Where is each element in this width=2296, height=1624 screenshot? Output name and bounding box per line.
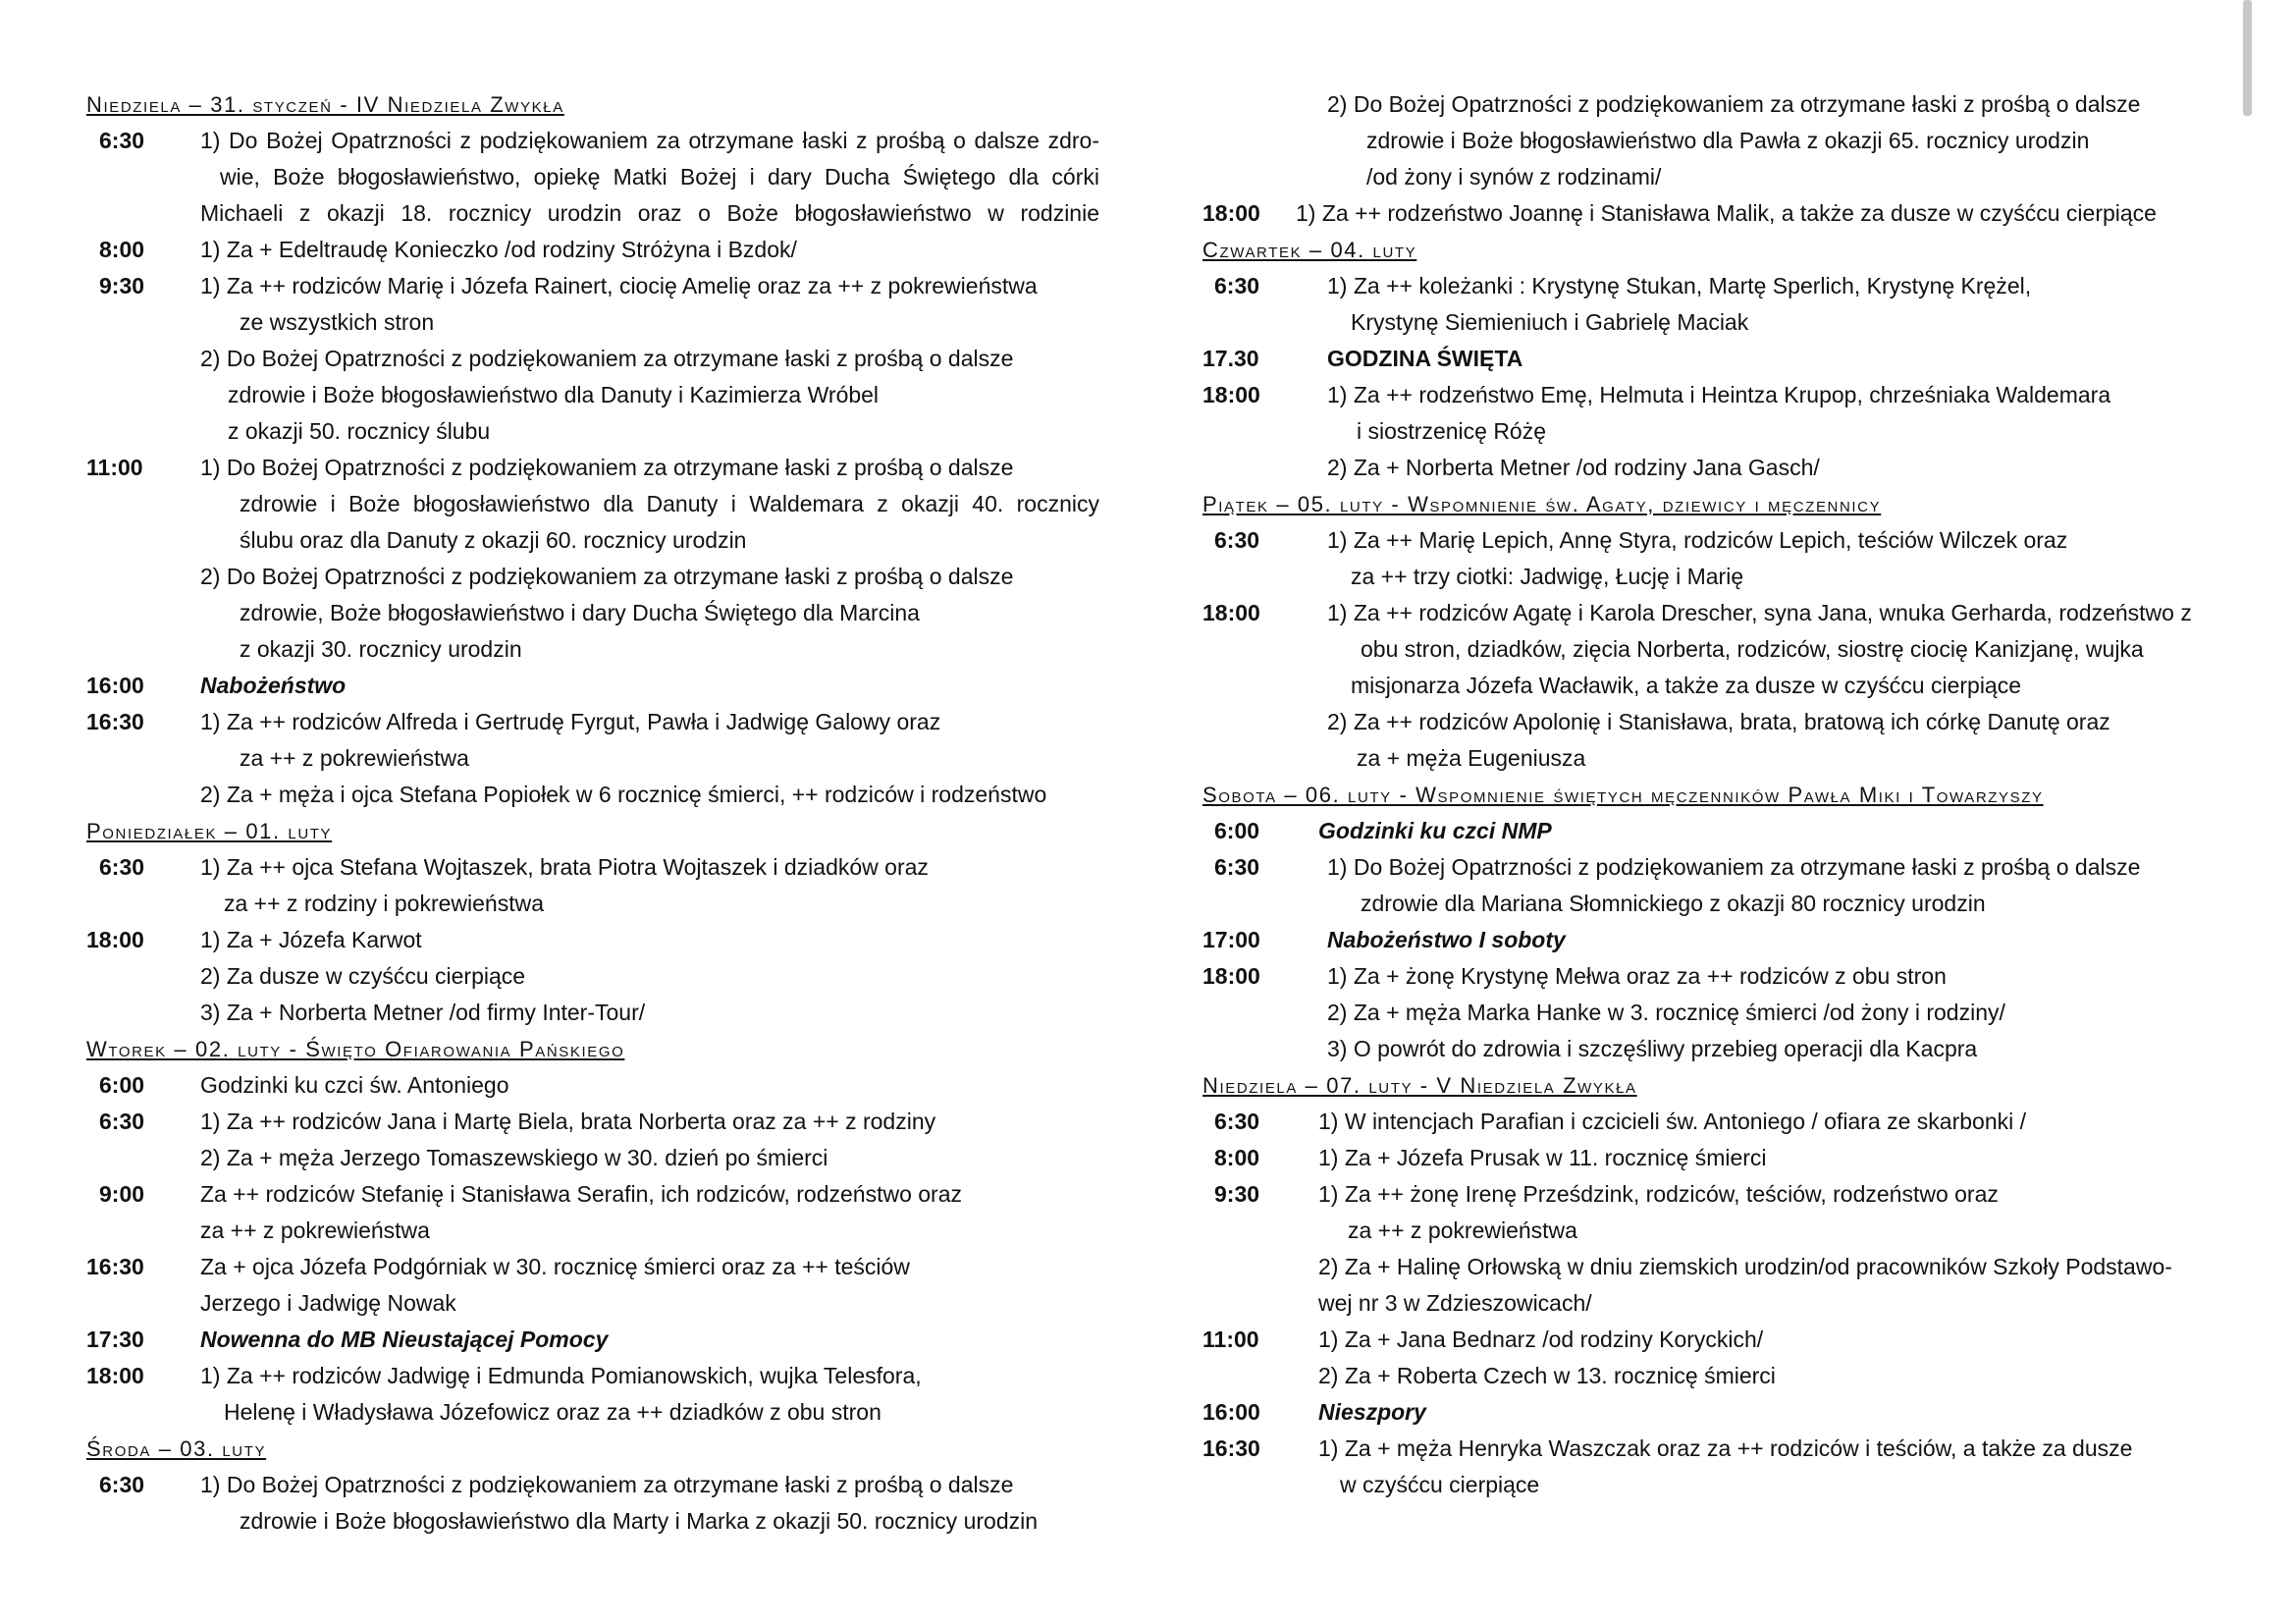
mass-entry [86,268,1112,304]
intention-line [86,995,1112,1031]
mass-entry [86,1176,1112,1213]
intention-text: /od żony i synów z rodzinami/ [1366,164,1662,189]
intention-text: 1) Za + Jana Bednarz /od rodziny Koryckich/ [1318,1326,1764,1352]
mass-time: 18:00 [1202,382,1260,407]
intention-line [86,1503,1112,1540]
intention-line [86,413,1112,450]
mass-entry [86,123,1112,159]
intention-text: za ++ trzy ciotki: Jadwigę, Łucję i Marię [1351,564,1744,589]
intention-text: 2) Do Bożej Opatrzności z podziękowaniem za otrzymane łaski z prośbą o dalsze [200,346,1014,371]
mass-time: 17.30 [1202,346,1259,371]
intention-text: 1) Za + Józefa Prusak w 11. rocznicę śmierci [1318,1145,1767,1170]
intention-line [1202,304,2243,341]
intention-text: misjonarza Józefa Wacławik, a także za dusze w czyśćcu cierpiące [1351,673,2022,698]
intention-line [86,1394,1112,1431]
intention-text: 1) Za ++ rodziców Marię i Józefa Rainert, ciocię Amelię oraz za ++ z pokrewieństwa [200,273,1038,298]
intention-text: w czyśćcu cierpiące [1340,1472,1540,1497]
intention-line [1202,995,2243,1031]
intention-line [86,159,1112,195]
mass-time: 6:30 [99,1109,145,1134]
intention-text: z okazji 50. rocznicy ślubu [228,418,491,444]
mass-entry [1202,1394,2243,1431]
vertical-scrollbar[interactable] [2243,0,2252,116]
intention-text: obu stron, dziadków, zięcia Norberta, rodziców, siostrę ciocię Kanizjanę, wujka [1361,636,2144,662]
mass-entry [86,704,1112,740]
intention-line [86,958,1112,995]
mass-time: 18:00 [1202,200,1260,226]
mass-entry [1202,595,2243,631]
mass-time: 8:00 [1214,1145,1260,1170]
intention-text: GODZINA ŚWIĘTA [1327,346,1523,371]
intention-text: 1) Do Bożej Opatrzności z podziękowaniem za otrzymane łaski z prośbą o dalsze zdro- [200,128,1099,153]
intention-text: zdrowie i Boże błogosławieństwo dla Pawła z okazji 65. rocznicy urodzin [1366,128,2090,153]
intention-text: Nieszpory [1318,1399,1426,1425]
intention-text: 1) Za + żonę Krystynę Mełwa oraz za ++ rodziców z obu stron [1327,963,1947,989]
mass-entry [86,1467,1112,1503]
intention-text: 1) W intencjach Parafian i czcicieli św. Antoniego / ofiara ze skarbonki / [1318,1109,2027,1134]
intention-line [1202,450,2243,486]
intention-text: 2) Za + Halinę Orłowską w dniu ziemskich urodzin/od pracowników Szkoły Podstawo- [1318,1254,2172,1279]
mass-time: 6:30 [99,1472,145,1497]
intention-line [1202,1249,2243,1285]
intention-text: 2) Za + męża i ojca Stefana Popiołek w 6 rocznicę śmierci, ++ rodziców i rodzeństwo [200,782,1047,807]
mass-entry [1202,1431,2243,1467]
mass-entry [1202,1322,2243,1358]
mass-time: 6:30 [1214,273,1260,298]
intention-text: zdrowie i Boże błogosławieństwo dla Danuty i Kazimierza Wróbel [228,382,880,407]
intention-text: za + męża Eugeniusza [1357,745,1586,771]
intention-text: 1) Za ++ koleżanki : Krystynę Stukan, Martę Sperlich, Krystynę Krężel, [1327,273,2032,298]
mass-entry [1202,268,2243,304]
intention-line [1202,704,2243,740]
mass-entry [1202,1176,2243,1213]
mass-time: 6:30 [1214,854,1260,880]
intention-text: 1) Do Bożej Opatrzności z podziękowaniem za otrzymane łaski z prośbą o dalsze [200,1472,1014,1497]
mass-time: 9:30 [1214,1181,1260,1207]
intention-line [1202,1213,2243,1249]
intention-text: Jerzego i Jadwigę Nowak [200,1290,456,1316]
day-header: Wtorek – 02. luty - Święto Ofiarowania Pańskiego [86,1037,625,1061]
mass-entry [1202,922,2243,958]
intention-line [1202,1285,2243,1322]
intention-text: 1) Za ++ rodziców Agatę i Karola Drescher, syna Jana, wnuka Gerharda, rodzeństwo z [1327,600,2192,625]
mass-entry [86,668,1112,704]
intention-line [1202,123,2243,159]
intention-text: za ++ z pokrewieństwa [200,1218,430,1243]
intention-line [86,740,1112,777]
mass-time: 16:30 [1202,1435,1260,1461]
day-header: Środa – 03. luty [86,1436,267,1461]
intention-text: za ++ z pokrewieństwa [240,745,469,771]
mass-entry [86,450,1112,486]
intention-line [1202,1467,2243,1503]
intention-line [86,195,1112,232]
mass-time: 6:00 [99,1072,145,1098]
mass-entry [86,232,1112,268]
intention-line [1202,740,2243,777]
intention-text: 1) Za ++ rodzeństwo Joannę i Stanisława Malik, a także za dusze w czyśćcu cierpiące [1296,200,2157,226]
mass-entry [86,922,1112,958]
intention-line [86,777,1112,813]
intention-text: Nabożeństwo [200,673,347,698]
intention-text: 1) Do Bożej Opatrzności z podziękowaniem za otrzymane łaski z prośbą o dalsze [1327,854,2141,880]
intention-line [86,1140,1112,1176]
intention-text: wie, Boże błogosławieństwo, opiekę Matki Bożej i dary Ducha Świętego dla córki [220,164,1099,189]
mass-time: 9:00 [99,1181,145,1207]
intention-text: 1) Za + Józefa Karwot [200,927,422,952]
intention-text: 1) Za + męża Henryka Waszczak oraz za ++ rodziców i teściów, a także za dusze [1318,1435,2133,1461]
intention-text: 2) Za dusze w czyśćcu cierpiące [200,963,526,989]
right-column [1202,86,2243,1503]
intention-line [1202,668,2243,704]
intention-text: Michaeli z okazji 18. rocznicy urodzin oraz o Boże błogosławieństwo w rodzinie [200,200,1099,226]
intention-text: 1) Do Bożej Opatrzności z podziękowaniem za otrzymane łaski z prośbą o dalsze [200,455,1014,480]
intention-text: zdrowie i Boże błogosławieństwo dla Marty i Marka z okazji 50. rocznicy urodzin [240,1508,1039,1534]
mass-time: 16:30 [86,1254,144,1279]
intention-text: 3) Za + Norberta Metner /od firmy Inter-Tour/ [200,1000,646,1025]
intention-text: Godzinki ku czci św. Antoniego [200,1072,509,1098]
mass-entry [1202,377,2243,413]
mass-entry [86,1104,1112,1140]
mass-entry [1202,522,2243,559]
intention-line [1202,1358,2243,1394]
intention-line [86,559,1112,595]
mass-entry [86,1322,1112,1358]
day-header: Sobota – 06. luty - Wspomnienie świętych męczenników Pawła Miki i Towarzyszy [1202,783,2044,807]
intention-line [1202,886,2243,922]
intention-text: za ++ z pokrewieństwa [1348,1218,1577,1243]
intention-line [86,377,1112,413]
intention-line [86,595,1112,631]
intention-line [1202,86,2243,123]
mass-entry [86,849,1112,886]
intention-line [1202,1031,2243,1067]
intention-text: 2) Za ++ rodziców Apolonię i Stanisława, brata, bratową ich córkę Danutę oraz [1327,709,2110,734]
left-column [86,86,1112,1540]
day-header: Piątek – 05. luty - Wspomnienie św. Agaty, dziewicy i męczennicy [1202,492,1882,516]
intention-line [86,886,1112,922]
intention-line [1202,413,2243,450]
day-header: Niedziela – 31. styczeń - IV Niedziela Zwykła [86,92,564,117]
intention-text: 1) Za ++ rodzeństwo Emę, Helmuta i Heintza Krupop, chrześniaka Waldemara [1327,382,2111,407]
mass-time: 16:00 [1202,1399,1260,1425]
mass-time: 6:30 [99,854,145,880]
intention-line [86,304,1112,341]
intention-text: 2) Za + Roberta Czech w 13. rocznicę śmierci [1318,1363,1776,1388]
day-header: Niedziela – 07. luty - V Niedziela Zwykła [1202,1073,1637,1098]
intention-text: 1) Za ++ ojca Stefana Wojtaszek, brata Piotra Wojtaszek i dziadków oraz [200,854,929,880]
intention-text: 2) Do Bożej Opatrzności z podziękowaniem za otrzymane łaski z prośbą o dalsze [1327,91,2141,117]
intention-text: 1) Za ++ rodziców Jana i Martę Biela, brata Norberta oraz za ++ z rodziny [200,1109,936,1134]
intention-text: 1) Za ++ Marię Lepich, Annę Styra, rodziców Lepich, teściów Wilczek oraz [1327,527,2068,553]
mass-entry [86,1067,1112,1104]
mass-time: 6:30 [99,128,145,153]
intention-text: ślubu oraz dla Danuty z okazji 60. rocznicy urodzin [240,527,747,553]
mass-entry [1202,1140,2243,1176]
intention-text: 2) Za + Norberta Metner /od rodziny Jana Gasch/ [1327,455,1820,480]
mass-entry [1202,849,2243,886]
mass-time: 6:30 [1214,1109,1260,1134]
mass-entry [1202,958,2243,995]
mass-time: 17:00 [1202,927,1260,952]
intention-text: 1) Za ++ rodziców Alfreda i Gertrudę Fyrgut, Pawła i Jadwigę Galowy oraz [200,709,941,734]
intention-text: Krystynę Siemieniuch i Gabrielę Maciak [1351,309,1749,335]
mass-entry [86,1249,1112,1285]
day-header: Poniedziałek – 01. luty [86,819,333,843]
intention-text: ze wszystkich stron [240,309,435,335]
mass-time: 6:30 [1214,527,1260,553]
intention-text: 1) Za ++ rodziców Jadwigę i Edmunda Pomianowskich, wujka Telesfora, [200,1363,922,1388]
mass-time: 16:30 [86,709,144,734]
intention-text: wej nr 3 w Zdzieszowicach/ [1318,1290,1592,1316]
intention-text: Nabożeństwo I soboty [1327,927,1566,952]
intention-line [86,486,1112,522]
day-header: Czwartek – 04. luty [1202,238,1417,262]
mass-entry [1202,1104,2243,1140]
intention-text: zdrowie i Boże błogosławieństwo dla Danuty i Waldemara z okazji 40. rocznicy [240,491,1099,516]
intention-text: i siostrzenicę Różę [1357,418,1547,444]
intention-line [86,1285,1112,1322]
mass-entry [1202,341,2243,377]
mass-time: 16:00 [86,673,144,698]
mass-time: 18:00 [1202,600,1260,625]
intention-text: 1) Za + Edeltraudę Konieczko /od rodziny Stróżyna i Bzdok/ [200,237,797,262]
intention-text: Za + ojca Józefa Podgórniak w 30. rocznicę śmierci oraz za ++ teściów [200,1254,910,1279]
intention-text: 2) Za + męża Marka Hanke w 3. rocznicę śmierci /od żony i rodziny/ [1327,1000,2005,1025]
intention-text: 3) O powrót do zdrowia i szczęśliwy przebieg operacji dla Kacpra [1327,1036,1978,1061]
mass-time: 6:00 [1214,818,1260,843]
mass-entry [1202,813,2243,849]
intention-text: 2) Do Bożej Opatrzności z podziękowaniem za otrzymane łaski z prośbą o dalsze [200,564,1014,589]
mass-time: 17:30 [86,1326,144,1352]
mass-entry [1202,195,2243,232]
mass-time: 9:30 [99,273,145,298]
intention-line [86,522,1112,559]
intention-text: 2) Za + męża Jerzego Tomaszewskiego w 30. dzień po śmierci [200,1145,828,1170]
mass-entry [86,1358,1112,1394]
intention-line [86,1213,1112,1249]
intention-line [86,341,1112,377]
intention-text: Nowenna do MB Nieustającej Pomocy [200,1326,609,1352]
mass-time: 18:00 [1202,963,1260,989]
intention-text: zdrowie dla Mariana Słomnickiego z okazji 80 rocznicy urodzin [1361,891,1986,916]
intention-line [1202,159,2243,195]
mass-time: 11:00 [1202,1326,1259,1352]
intention-text: Helenę i Władysława Józefowicz oraz za ++ dziadków z obu stron [224,1399,881,1425]
intention-text: Godzinki ku czci NMP [1318,818,1552,843]
intention-line [1202,631,2243,668]
intention-line [1202,559,2243,595]
intention-text: z okazji 30. rocznicy urodzin [240,636,522,662]
mass-time: 18:00 [86,927,144,952]
intention-text: 1) Za ++ żonę Irenę Prześdzink, rodziców, teściów, rodzeństwo oraz [1318,1181,1999,1207]
mass-time: 11:00 [86,455,143,480]
mass-time: 8:00 [99,237,145,262]
intention-text: za ++ z rodziny i pokrewieństwa [224,891,544,916]
intention-line [86,631,1112,668]
intention-text: zdrowie, Boże błogosławieństwo i dary Ducha Świętego dla Marcina [240,600,920,625]
intention-text: Za ++ rodziców Stefanię i Stanisława Serafin, ich rodziców, rodzeństwo oraz [200,1181,962,1207]
mass-time: 18:00 [86,1363,144,1388]
